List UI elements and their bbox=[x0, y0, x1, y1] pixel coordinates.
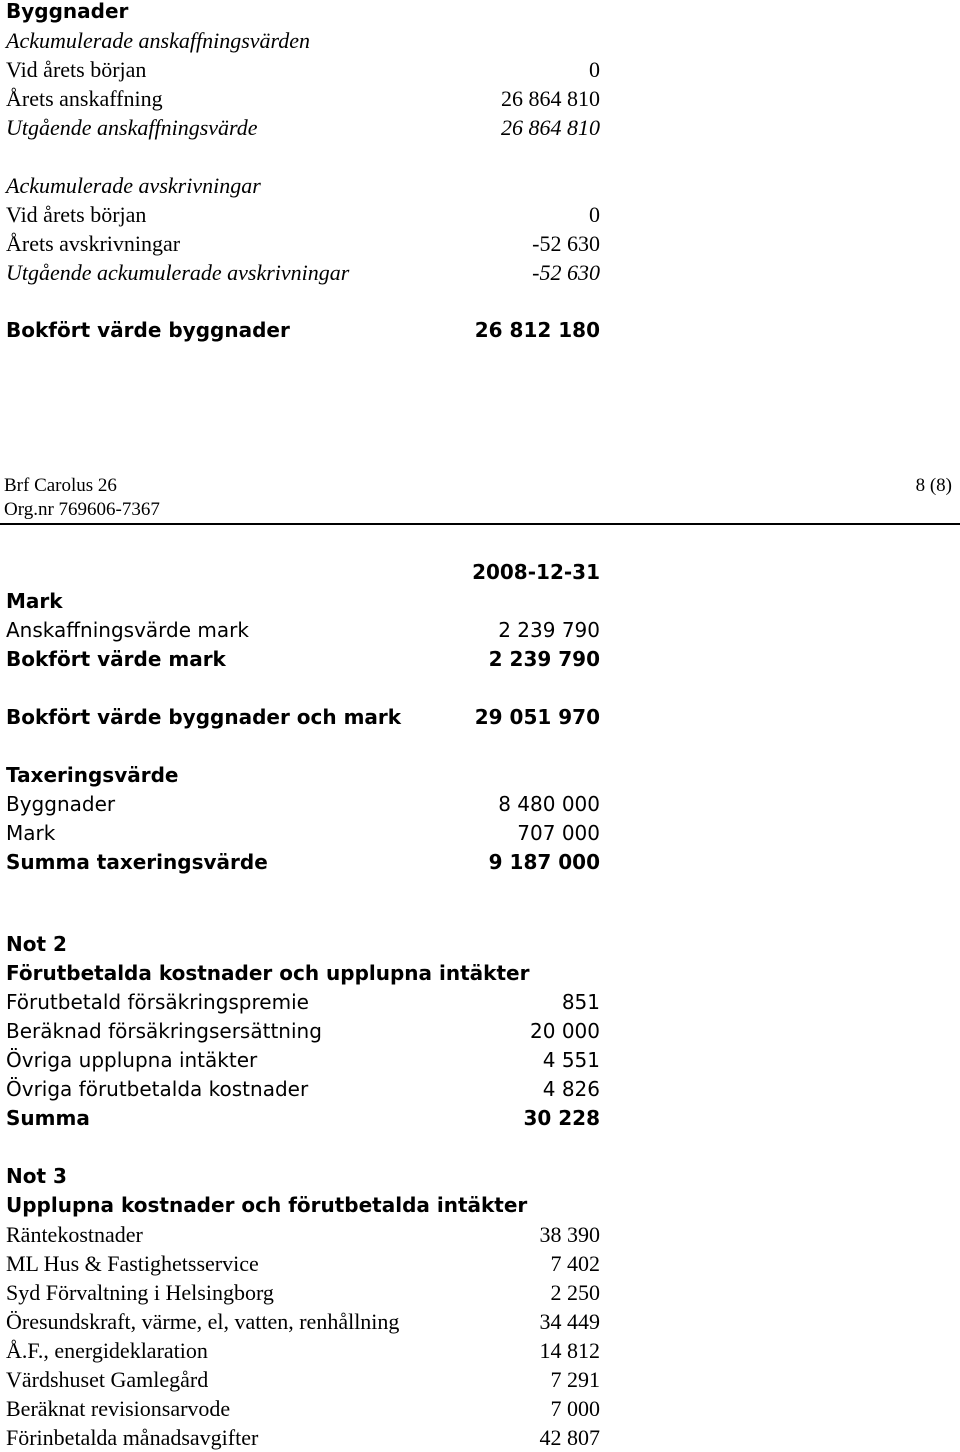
tax-row-label: Mark bbox=[6, 821, 56, 845]
land-title: Mark bbox=[6, 589, 63, 613]
page-header-left bbox=[4, 474, 160, 522]
buildings-book-value-label: Bokfört värde byggnader bbox=[6, 318, 290, 342]
note3-title: Upplupna kostnader och förutbetalda intäkter bbox=[6, 1193, 528, 1217]
tax-total-value: 9 187 000 bbox=[488, 850, 600, 874]
note2-number: Not 2 bbox=[6, 932, 67, 956]
dep-heading-line bbox=[0, 171, 960, 200]
note3-row-value: 7 000 bbox=[550, 1396, 600, 1421]
note3-row bbox=[0, 1365, 960, 1394]
buildings-book-value-row bbox=[0, 316, 960, 345]
acq-row-value: 0 bbox=[589, 57, 600, 82]
note2-row-label: Övriga förutbetalda kostnader bbox=[6, 1077, 309, 1101]
note3-number-line bbox=[0, 1162, 960, 1191]
tax-total-row bbox=[0, 848, 960, 877]
land-row bbox=[0, 645, 960, 674]
dep-row-value: -52 630 bbox=[532, 231, 600, 256]
tax-title-line bbox=[0, 761, 960, 790]
tax-title: Taxeringsvärde bbox=[6, 763, 179, 787]
buildings-title-line bbox=[0, 0, 960, 26]
buildings-book-value: 26 812 180 bbox=[474, 318, 600, 342]
note2-row bbox=[0, 1017, 960, 1046]
land-row-label: Anskaffningsvärde mark bbox=[6, 618, 249, 642]
note3-row-label: Öresundskraft, värme, el, vatten, renhållning bbox=[6, 1309, 400, 1334]
note2-title: Förutbetalda kostnader och upplupna intäkter bbox=[6, 961, 530, 985]
note3-row bbox=[0, 1336, 960, 1365]
note3-row bbox=[0, 1423, 960, 1452]
note2-total-value: 30 228 bbox=[523, 1106, 600, 1130]
note2-total-row bbox=[0, 1104, 960, 1133]
note3-row-label: ML Hus & Fastighetsservice bbox=[6, 1251, 259, 1276]
note3-row-value: 2 250 bbox=[550, 1280, 600, 1305]
note3-row-label: Syd Förvaltning i Helsingborg bbox=[6, 1280, 274, 1305]
note3-row-value: 7 402 bbox=[550, 1251, 600, 1276]
note3-row bbox=[0, 1394, 960, 1423]
note2-row bbox=[0, 1075, 960, 1104]
acq-row bbox=[0, 113, 960, 142]
note3-row-value: 42 807 bbox=[539, 1425, 600, 1450]
date-column-header: 2008-12-31 bbox=[472, 560, 600, 584]
dep-row bbox=[0, 258, 960, 287]
page-number: 8 (8) bbox=[915, 475, 952, 496]
buildings-title: Byggnader bbox=[6, 0, 129, 23]
tax-row-value: 707 000 bbox=[517, 821, 600, 845]
acq-row bbox=[0, 84, 960, 113]
note3-number: Not 3 bbox=[6, 1164, 67, 1188]
note2-row bbox=[0, 1046, 960, 1075]
note2-row-value: 851 bbox=[561, 990, 600, 1014]
dep-row-label: Utgående ackumulerade avskrivningar bbox=[6, 260, 350, 285]
dep-row bbox=[0, 229, 960, 258]
acq-row bbox=[0, 55, 960, 84]
note3-title-line bbox=[0, 1191, 960, 1220]
note2-number-line bbox=[0, 930, 960, 959]
dep-row-label: Årets avskrivningar bbox=[6, 231, 181, 256]
header-divider bbox=[0, 523, 960, 525]
acq-row-value: 26 864 810 bbox=[501, 115, 600, 140]
acq-row-value: 26 864 810 bbox=[501, 86, 600, 111]
note3-row bbox=[0, 1278, 960, 1307]
tax-row-label: Byggnader bbox=[6, 792, 116, 816]
land-row-value: 2 239 790 bbox=[498, 618, 600, 642]
note2-title-line bbox=[0, 959, 960, 988]
note2-row-label: Förutbetald försäkringspremie bbox=[6, 990, 309, 1014]
dep-row bbox=[0, 200, 960, 229]
note3-row-label: Räntekostnader bbox=[6, 1222, 143, 1247]
acq-heading: Ackumulerade anskaffningsvärden bbox=[6, 28, 311, 53]
dep-row-value: 0 bbox=[589, 202, 600, 227]
note3-row-label: Beräknat revisionsarvode bbox=[6, 1396, 231, 1421]
org-name: Brf Carolus 26 bbox=[4, 475, 117, 496]
note3-row-value: 7 291 bbox=[550, 1367, 600, 1392]
total-book-value-row bbox=[0, 703, 960, 732]
note2-row-label: Beräknad försäkringsersättning bbox=[6, 1019, 322, 1043]
land-row-value: 2 239 790 bbox=[488, 647, 600, 671]
dep-row-value: -52 630 bbox=[532, 260, 600, 285]
note3-row bbox=[0, 1307, 960, 1336]
note3-row-value: 34 449 bbox=[539, 1309, 600, 1334]
note2-row-value: 20 000 bbox=[530, 1019, 600, 1043]
note3-row-value: 38 390 bbox=[539, 1222, 600, 1247]
total-book-value-label: Bokfört värde byggnader och mark bbox=[6, 705, 402, 729]
note3-row bbox=[0, 1220, 960, 1249]
note3-row-value: 14 812 bbox=[539, 1338, 600, 1363]
note3-row-label: Förinbetalda månadsavgifter bbox=[6, 1425, 259, 1450]
acq-row-label: Utgående anskaffningsvärde bbox=[6, 115, 258, 140]
dep-heading: Ackumulerade avskrivningar bbox=[6, 173, 261, 198]
note3-row bbox=[0, 1249, 960, 1278]
note2-row-value: 4 551 bbox=[542, 1048, 600, 1072]
dep-row-label: Vid årets början bbox=[6, 202, 147, 227]
land-row bbox=[0, 616, 960, 645]
total-book-value: 29 051 970 bbox=[474, 705, 600, 729]
note3-row-label: Värdshuset Gamlegård bbox=[6, 1367, 209, 1392]
land-row-label: Bokfört värde mark bbox=[6, 647, 226, 671]
note2-total-label: Summa bbox=[6, 1106, 90, 1130]
land-title-line bbox=[0, 587, 960, 616]
note2-row-label: Övriga upplupna intäkter bbox=[6, 1048, 258, 1072]
acq-row-label: Vid årets början bbox=[6, 57, 147, 82]
acq-row-label: Årets anskaffning bbox=[6, 86, 163, 111]
date-column-line bbox=[0, 558, 960, 587]
note3-row-label: Å.F., energideklaration bbox=[6, 1338, 208, 1363]
note2-row bbox=[0, 988, 960, 1017]
tax-row-value: 8 480 000 bbox=[498, 792, 600, 816]
tax-row bbox=[0, 819, 960, 848]
note2-row-value: 4 826 bbox=[542, 1077, 600, 1101]
tax-total-label: Summa taxeringsvärde bbox=[6, 850, 268, 874]
acq-heading-line bbox=[0, 26, 960, 55]
org-number: Org.nr 769606-7367 bbox=[4, 499, 160, 520]
tax-row bbox=[0, 790, 960, 819]
